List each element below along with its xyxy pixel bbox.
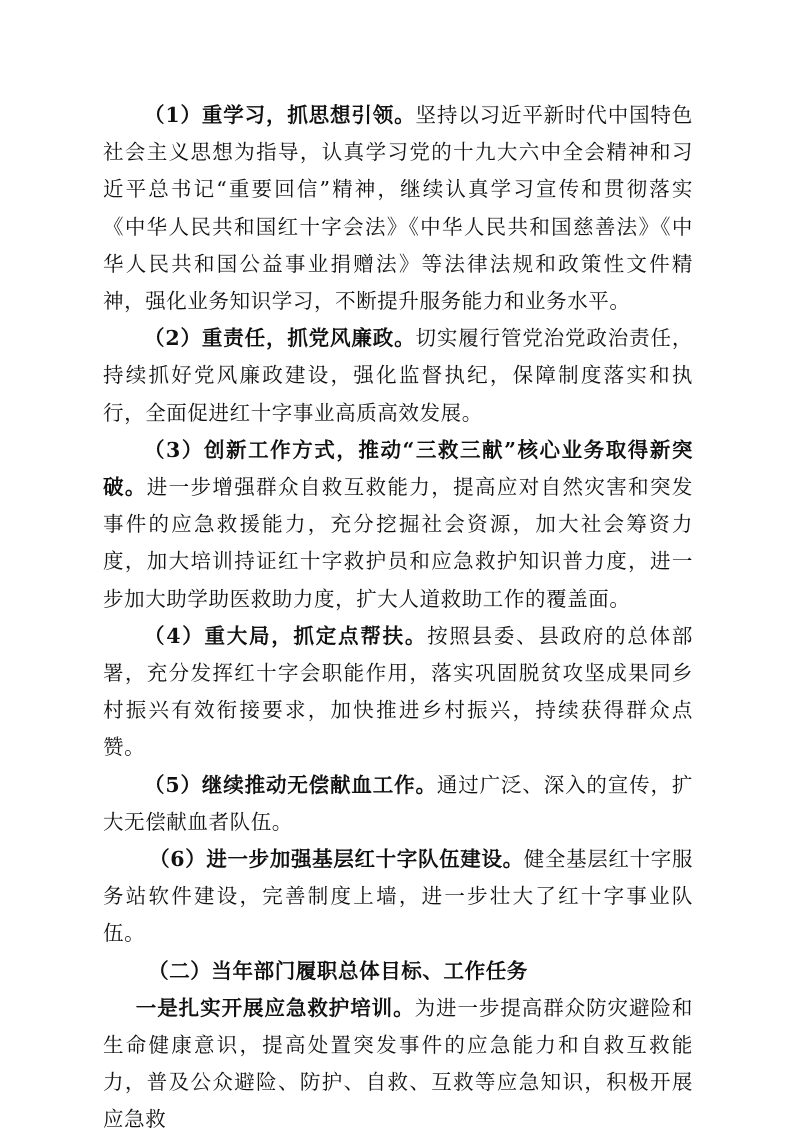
paragraph-innovation <box>103 432 693 618</box>
section-heading: （二）当年部门履职总体目标、工作任务 <box>148 958 528 983</box>
paragraph-study-text: 坚持以习近平新时代中国特色社会主义思想为指导，认真学习党的十九大六中全会精神和习近平总书记“重要回信”精神，继续认真学习宣传和贯彻落实《中华人民共和国红十字会法》《中华人民共和国慈善法》《中华人民共和国公益事业捐赠法》等法律法规和政策性文件精神，强化业务知识学习，不断提升服务能力和业务水平。 <box>103 103 693 314</box>
paragraph-assistance-text: 按照县委、县政府的总体部署，充分发挥红十字会职能作用，落实巩固脱贫攻坚成果同乡村振兴有效衔接要求，加快推进乡村振兴，持续获得群众点赞。 <box>103 623 693 760</box>
paragraph-study-heading: （1）重学习，抓思想引领。 <box>144 103 416 127</box>
paragraph-grassroots <box>103 841 693 953</box>
paragraph-emergency-training <box>103 990 693 1139</box>
paragraph-emergency-training-text: 为进一步提高群众防灾避险和生命健康意识，提高处置突发事件的应急能力和自救互救能力，普及公众避险、防护、自救、互救等应急知识，积极开展应急救 <box>103 995 693 1132</box>
paragraph-blood-donation <box>103 767 693 841</box>
paragraph-grassroots-text: 健全基层红十字服务站软件建设，完善制度上墙，进一步壮大了红十字事业队伍。 <box>103 847 693 946</box>
paragraph-assistance-heading: （4）重大局，抓定点帮扶。 <box>144 623 428 648</box>
paragraph-blood-donation-text: 通过广泛、深入的宣传，扩大无偿献血者队伍。 <box>103 772 693 834</box>
paragraph-assistance <box>103 618 693 767</box>
paragraph-blood-donation-heading: （5）继续推动无偿献血工作。 <box>144 772 437 797</box>
paragraph-innovation-heading: （3）创新工作方式，推动“三救三献”核心业务取得新突破。 <box>103 437 693 500</box>
paragraph-responsibility <box>103 320 693 432</box>
document-body <box>103 97 693 1139</box>
paragraph-grassroots-heading: （6）进一步加强基层红十字队伍建设。 <box>149 847 524 872</box>
paragraph-responsibility-heading: （2）重责任，抓党风廉政。 <box>144 326 416 351</box>
paragraph-responsibility-text: 切实履行管党治党政治责任，持续抓好党风廉政建设，强化监督执纪，保障制度落实和执行，全面促进红十字事业高质高效发展。 <box>103 326 693 425</box>
paragraph-study <box>103 97 693 320</box>
paragraph-innovation-text: 进一步增强群众自救互救能力，提高应对自然灾害和突发事件的应急救援能力，充分挖掘社会资源，加大社会筹资力度，加大培训持证红十字救护员和应急救护知识普力度，进一步加大助学助医救助力度，扩大人道救助工作的覆盖面。 <box>103 475 693 611</box>
paragraph-emergency-training-heading: 一是扎实开展应急救护培训。 <box>135 995 415 1020</box>
